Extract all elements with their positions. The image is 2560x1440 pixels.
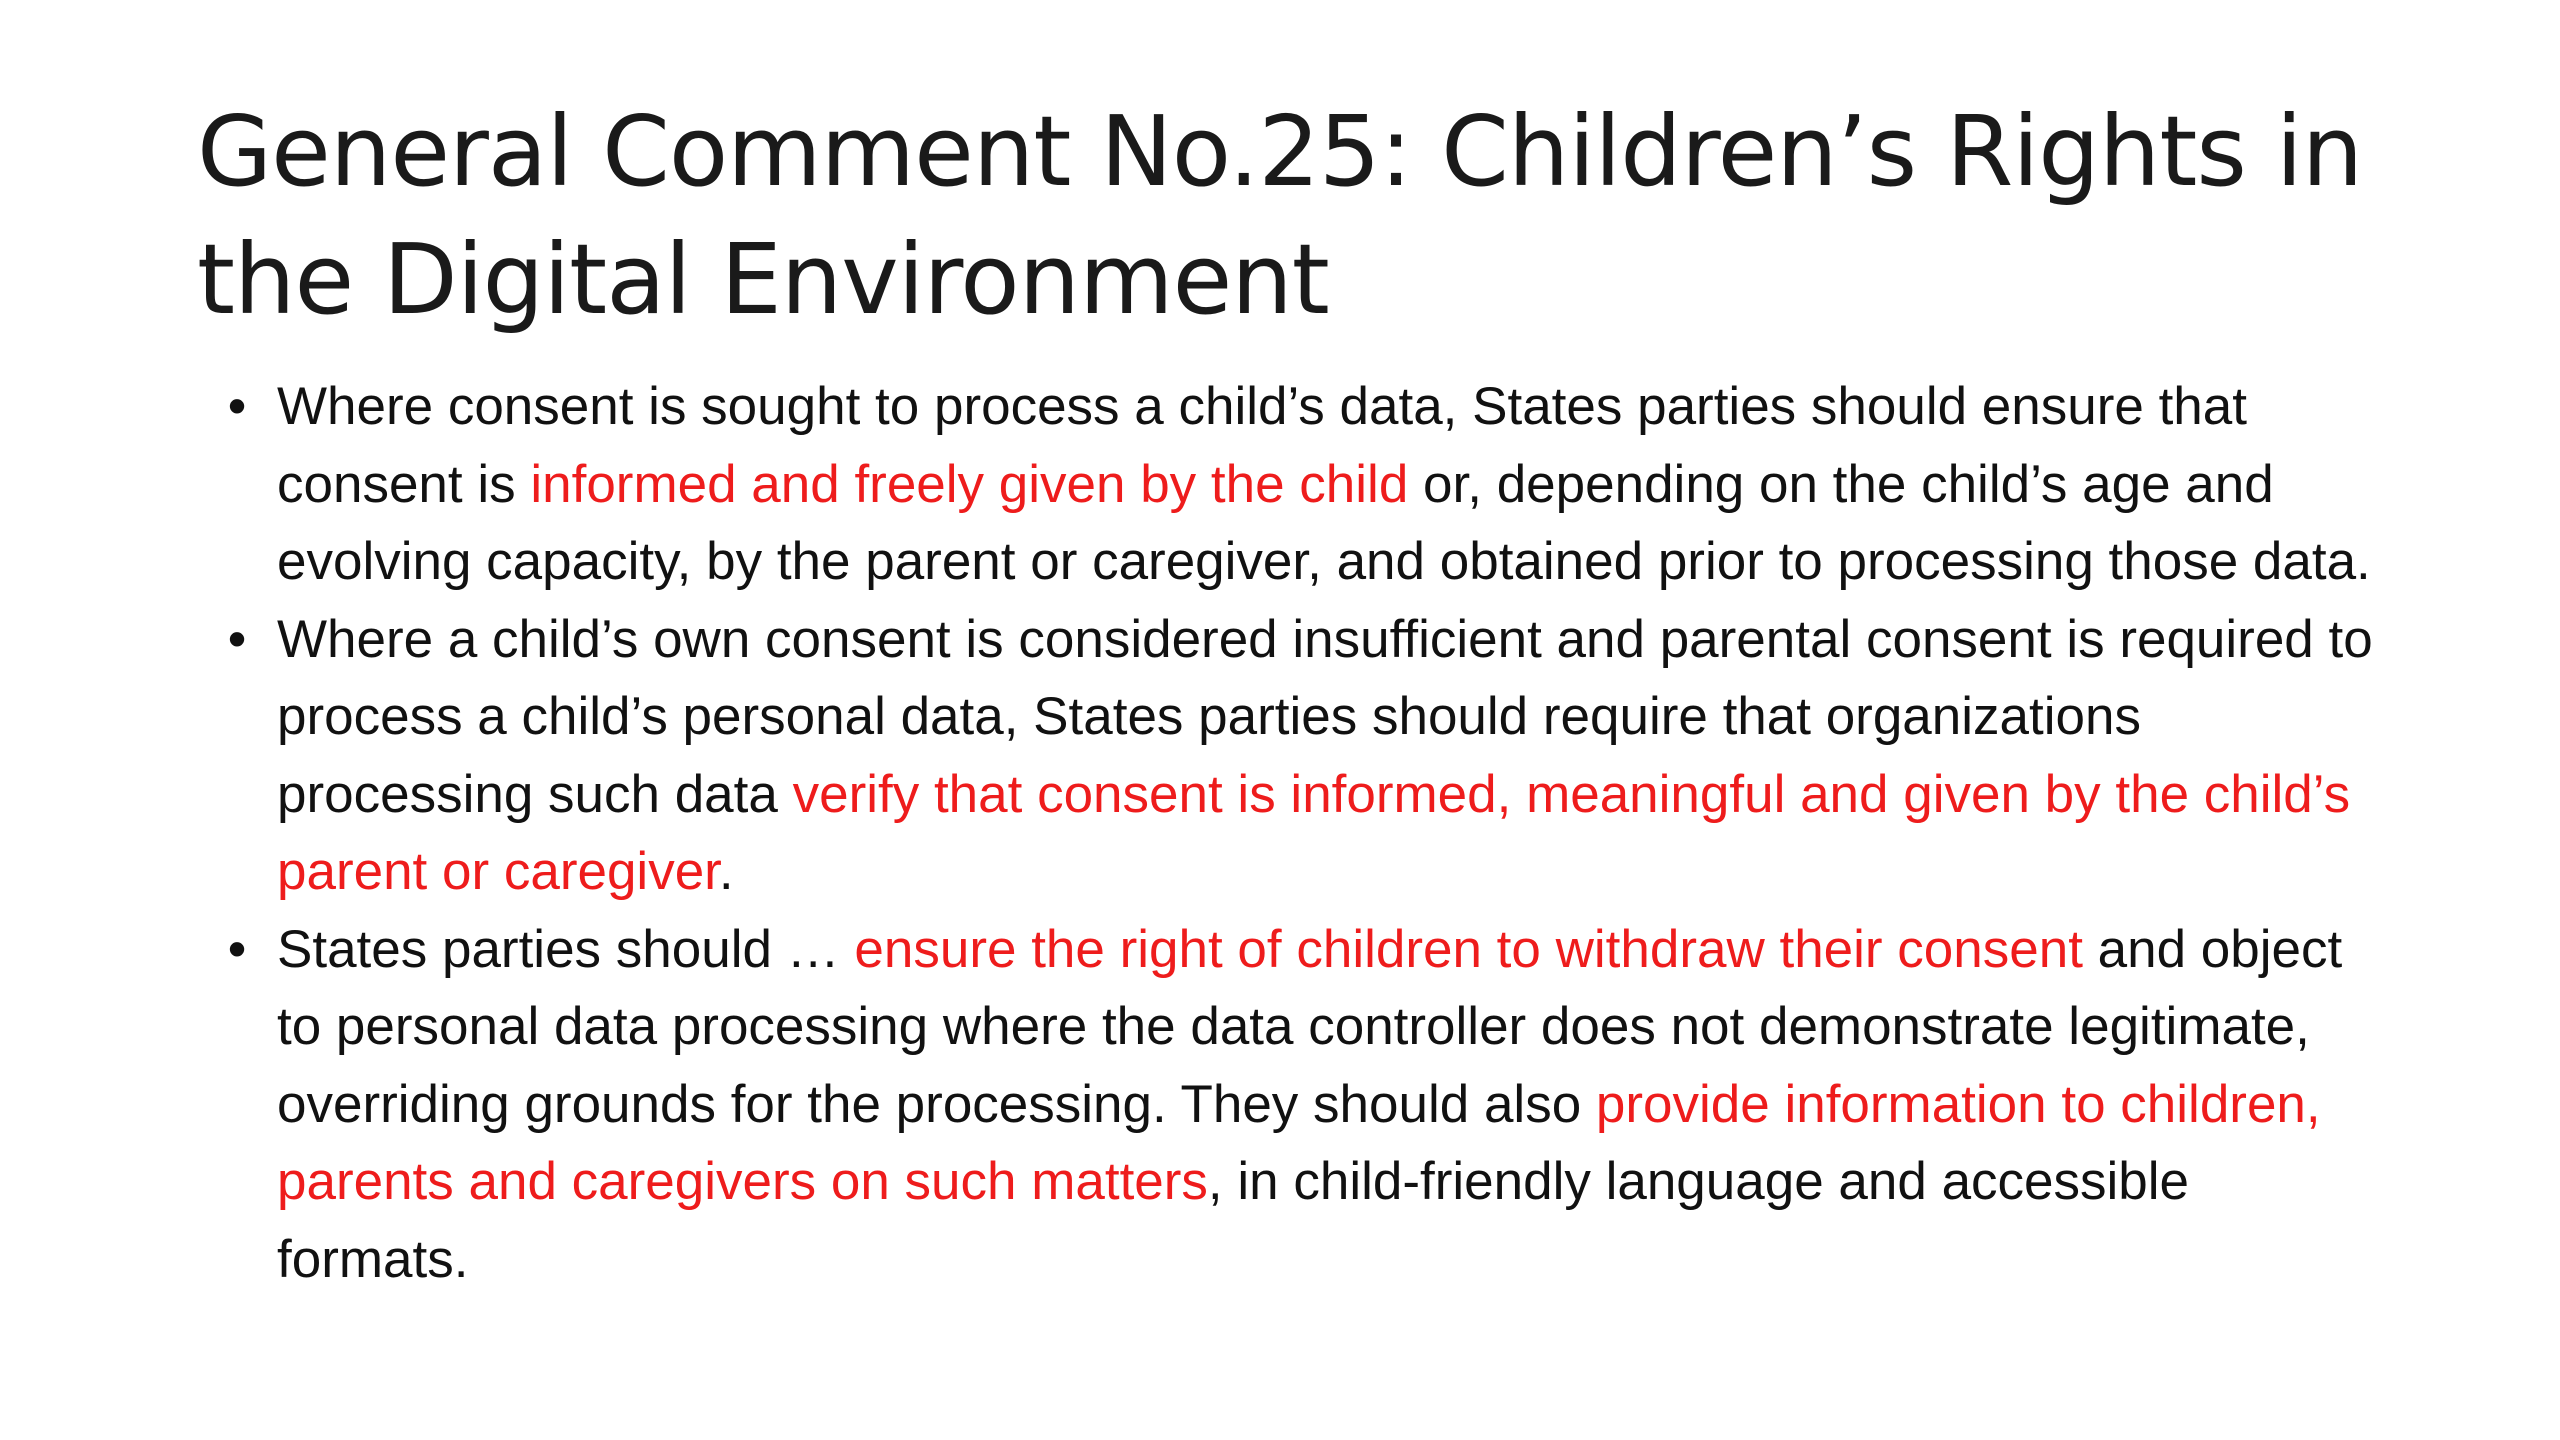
bullet-text: and object to personal data processing where the data controller does not demonstrate legitimate, overriding grounds for the processing. They should also [277,919,2343,1134]
highlighted-text: ensure the right of children to withdraw their consent [854,919,2083,979]
bullet-text: , in child-friendly language and accessible formats. [277,1152,2190,1289]
bullet-text: States parties should … [277,919,855,979]
bullet-dot-icon: • [227,377,247,436]
bullet-list [197,368,2377,1298]
bullet-item-parental-consent [197,601,2377,911]
highlighted-text: verify that consent is informed, meaningful and given by the child’s parent or caregiver [277,764,2351,901]
bullet-dot-icon: • [227,609,247,669]
slide-title: General Comment No.25: Children’s Rights in the Digital Environment [197,95,2363,336]
highlighted-text: provide information to children, parents and caregivers on such matters [277,1074,2321,1211]
highlighted-text: informed and freely given by the child [530,454,1409,514]
bullet-item-consent-informed [197,368,2377,601]
bullet-text: . [718,842,734,901]
bullet-dot-icon: • [227,919,247,979]
bullet-text: Where a child’s own consent is considered insufficient and parental consent is required to process a child’s personal data, States parties should require that organizations processing such data [277,609,2373,824]
bullet-text: Where consent is sought to process a child’s data, States parties should ensure that consent is [277,377,2247,514]
bullet-text: or, depending on the child’s age and evolving capacity, by the parent or caregiver, and obtained prior to processing those data. [277,454,2371,591]
bullet-item-withdraw-consent [197,911,2377,1299]
